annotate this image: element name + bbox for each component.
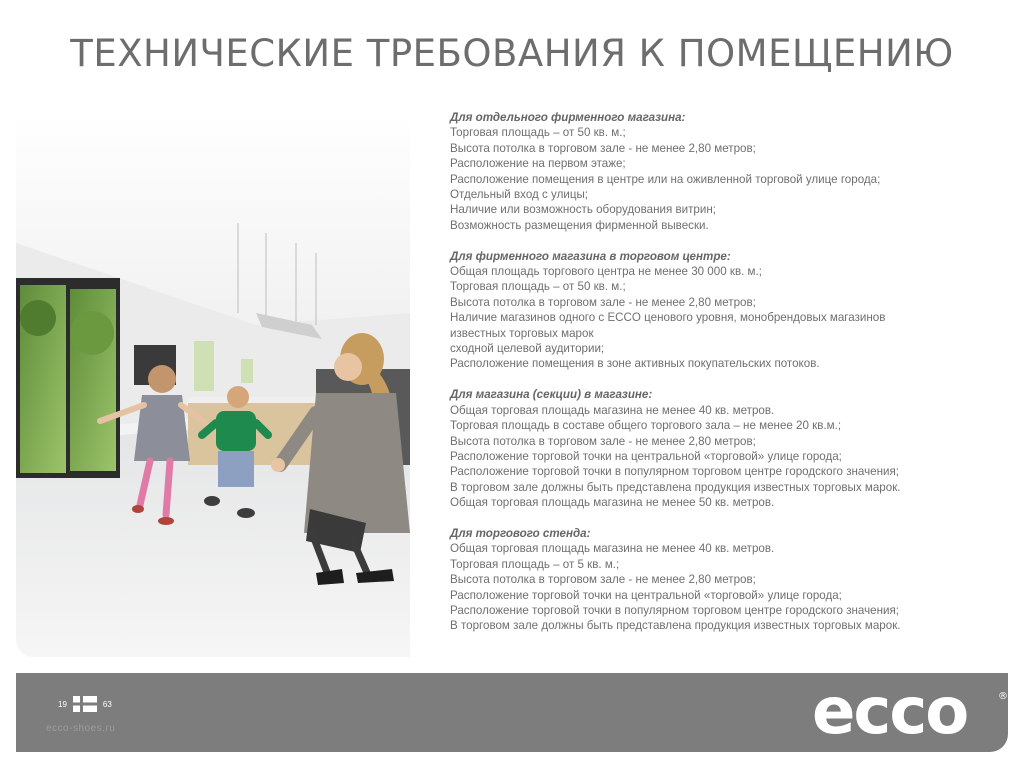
established-year-right: 63 (102, 699, 112, 709)
section-mall-store (450, 249, 1010, 372)
requirement-line: Высота потолка в торговом зале - не менее 2,80 метров; (450, 434, 756, 448)
section-shop-in-shop (450, 387, 1010, 510)
store-photo (16, 113, 410, 657)
requirement-line: Высота потолка в торговом зале - не менее 2,80 метров; (450, 141, 756, 155)
requirement-line: Торговая площадь – от 50 кв. м.; (450, 280, 626, 294)
requirement-line: Расположение торговой точки на центральной «торговой» улице города; (450, 449, 842, 463)
registered-mark: ® (998, 691, 1008, 702)
section-standalone-store (450, 110, 1010, 233)
section-heading: Для торгового стенда: (450, 526, 591, 540)
logo-text: ecco (812, 685, 968, 739)
requirement-line: Расположение торговой точки в популярном торговом центре городского значения; (450, 603, 899, 617)
requirement-line: Расположение помещения в зоне активных покупательских потоков. (450, 357, 820, 371)
requirement-line: Расположение на первом этаже; (450, 157, 626, 171)
requirement-line: В торговом зале должны быть представлена продукция известных торговых марок. (450, 619, 901, 633)
requirement-line: сходной целевой аудитории; (450, 342, 605, 356)
section-heading: Для магазина (секции) в магазине: (450, 388, 653, 402)
section-heading: Для фирменного магазина в торговом центре: (450, 249, 731, 263)
footer-bar (16, 673, 1008, 752)
requirement-line: Общая площадь торгового центра не менее 30 000 кв. м.; (450, 265, 762, 279)
requirement-line: Общая торговая площадь магазина не менее 50 кв. метров. (450, 496, 775, 510)
requirement-line: Наличие магазинов одного с ECCO ценового уровня, монобрендовых магазинов (450, 311, 886, 325)
requirement-line: В торговом зале должны быть представлена продукция известных торговых марок. (450, 480, 901, 494)
requirement-line: Торговая площадь – от 50 кв. м.; (450, 126, 626, 140)
requirement-line: Отдельный вход с улицы; (450, 188, 589, 202)
website-link[interactable]: ecco-shoes.ru (46, 723, 116, 734)
requirement-line: Расположение торговой точки в популярном торговом центре городского значения; (450, 465, 899, 479)
ecco-logo (812, 685, 1012, 739)
requirement-line: Торговая площадь в составе общего торгового зала – не менее 20 кв.м.; (450, 419, 842, 433)
danish-flag-icon (73, 696, 97, 712)
requirement-line: Наличие или возможность оборудования витрин; (450, 203, 716, 217)
page-title: ТЕХНИЧЕСКИЕ ТРЕБОВАНИЯ К ПОМЕЩЕНИЮ (70, 32, 954, 75)
requirement-line: Общая торговая площадь магазина не менее 40 кв. метров. (450, 542, 775, 556)
requirement-line: Высота потолка в торговом зале - не менее 2,80 метров; (450, 295, 756, 309)
requirements-text (450, 110, 1010, 649)
requirement-line: Расположение торговой точки на центральной «торговой» улице города; (450, 588, 842, 602)
requirement-line: известных торговых марок (450, 326, 594, 340)
requirement-line: Расположение помещения в центре или на оживленной торговой улице города; (450, 172, 881, 186)
established-mark (58, 696, 112, 712)
requirement-line: Общая торговая площадь магазина не менее 40 кв. метров. (450, 403, 775, 417)
section-retail-stand (450, 526, 1010, 634)
requirement-line: Торговая площадь – от 5 кв. м.; (450, 557, 620, 571)
established-year-left: 19 (58, 699, 67, 709)
requirement-line: Высота потолка в торговом зале - не менее 2,80 метров; (450, 573, 756, 587)
requirement-line: Возможность размещения фирменной вывески. (450, 218, 709, 232)
section-heading: Для отдельного фирменного магазина: (450, 111, 686, 124)
